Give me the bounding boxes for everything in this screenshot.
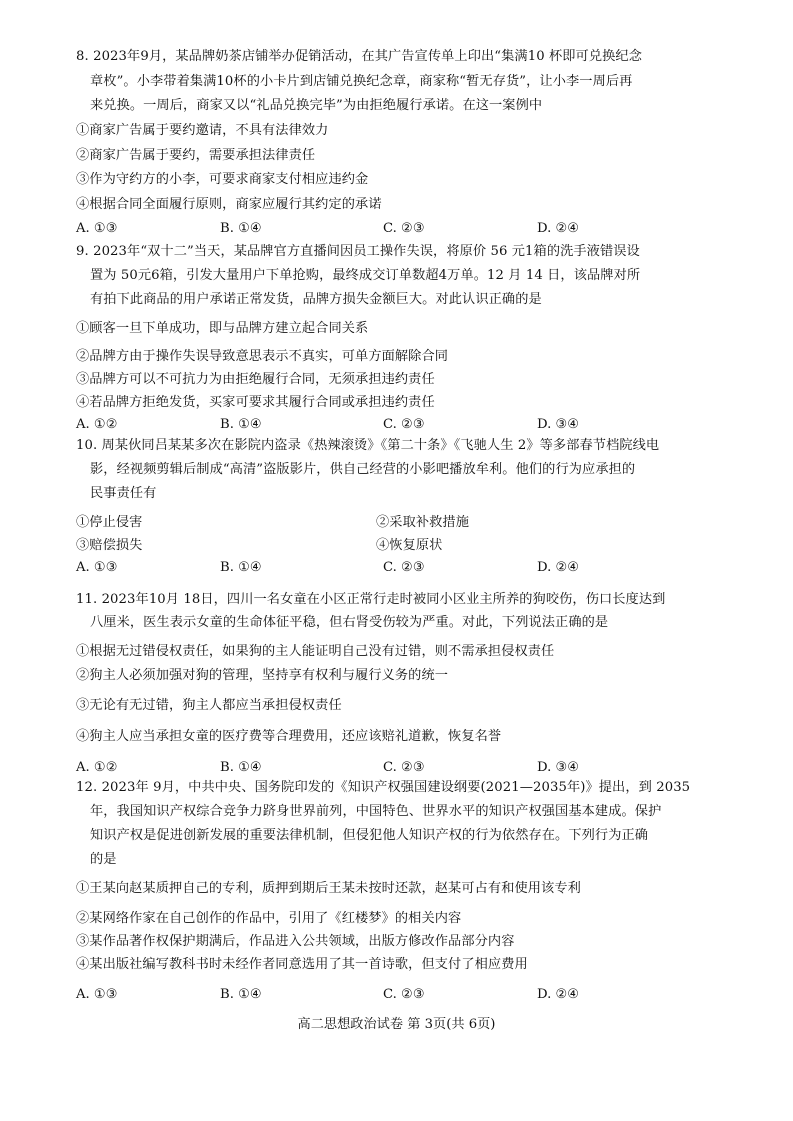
page-footer: 高二思想政治试卷 第 3页(共 6页)	[297, 1017, 496, 1032]
question-stem: 9. 2023年“双十二”当天，某品牌官方直播间因员工操作失误，将原价 56 元1箱的洗手液错误设	[76, 244, 640, 259]
option-b: B. ①④	[220, 987, 262, 1002]
question-stem: 民事责任有	[90, 486, 157, 501]
question-stem: 8. 2023年9月，某品牌奶茶店铺举办促销活动，在其广告宣传单上印出“集满10 杯即可兑换纪念	[76, 49, 642, 64]
statement: ④恢复原状	[376, 538, 443, 553]
option-c: C. ②③	[383, 987, 425, 1002]
statement: ③无论有无过错，狗主人都应当承担侵权责任	[76, 698, 342, 713]
statement: ④若品牌方拒绝发货，买家可要求其履行合同或承担违约责任	[76, 395, 435, 410]
option-d: D. ②④	[537, 560, 580, 575]
statement: ②某网络作家在自己创作的作品中，引用了《红楼梦》的相关内容	[76, 911, 462, 926]
option-d: D. ③④	[537, 760, 580, 775]
question-stem: 11. 2023年10月 18日，四川一名女童在小区正常行走时被同小区业主所养的狗咬伤，伤口长度达到	[76, 592, 666, 607]
option-a: A. ①②	[76, 760, 118, 775]
option-d: D. ③④	[537, 417, 580, 432]
question-stem: 10. 周某伙同吕某某多次在影院内盗录《热辣滚烫》《第二十条》《飞驰人生 2》等多部春节档院线电	[76, 438, 660, 453]
statement: ②狗主人必须加强对狗的管理，坚持享有权利与履行义务的统一	[76, 668, 449, 683]
option-c: C. ②③	[383, 221, 425, 236]
option-b: B. ①④	[220, 760, 262, 775]
question-stem: 置为 50元6箱，引发大量用户下单抢购，最终成交订单数超4万单。12 月 14 日，该品牌对所	[90, 268, 641, 283]
option-c: C. ②③	[383, 560, 425, 575]
statement: ④狗主人应当承担女童的医疗费等合理费用，还应该赔礼道歉，恢复名誉	[76, 729, 502, 744]
option-a: A. ①③	[76, 221, 118, 236]
statement: ③品牌方可以不可抗力为由拒绝履行合同，无须承担违约责任	[76, 372, 435, 387]
statement: ①停止侵害	[76, 515, 143, 530]
option-d: D. ②④	[537, 987, 580, 1002]
statement: ①顾客一旦下单成功，即与品牌方建立起合同关系	[76, 321, 369, 336]
question-stem: 12. 2023年 9月，中共中央、国务院印发的《知识产权强国建设纲要(2021—2035年)》提出，到 2035	[76, 780, 691, 795]
option-b: B. ①④	[220, 560, 262, 575]
option-a: A. ①③	[76, 987, 118, 1002]
statement: ④某出版社编写教科书时未经作者同意选用了其一首诗歌，但支付了相应费用	[76, 957, 528, 972]
statement: ③赔偿损失	[76, 538, 143, 553]
option-b: B. ①④	[220, 221, 262, 236]
option-d: D. ②④	[537, 221, 580, 236]
option-a: A. ①②	[76, 417, 118, 432]
question-stem: 章枚”。小李带着集满10杯的小卡片到店铺兑换纪念章，商家称“暂无存货”，让小李一周后再	[90, 74, 633, 89]
option-b: B. ①④	[220, 417, 262, 432]
statement: ④根据合同全面履行原则，商家应履行其约定的承诺	[76, 197, 382, 212]
question-stem: 来兑换。一周后，商家又以“礼品兑换完毕”为由拒绝履行承诺。在这一案例中	[90, 98, 543, 113]
question-stem: 的是	[90, 852, 117, 867]
question-stem: 有拍下此商品的用户承诺正常发货，品牌方损失金额巨大。对此认识正确的是	[90, 292, 542, 307]
option-a: A. ①③	[76, 560, 118, 575]
statement: ③作为守约方的小李，可要求商家支付相应违约金	[76, 172, 369, 187]
statement: ②采取补救措施	[376, 515, 470, 530]
question-stem: 知识产权是促进创新发展的重要法律机制，但侵犯他人知识产权的行为依然存在。下列行为正确	[90, 828, 649, 843]
statement: ①王某向赵某质押自己的专利，质押到期后王某未按时还款，赵某可占有和使用该专利	[76, 881, 581, 896]
statement: ②品牌方由于操作失误导致意思表示不真实，可单方面解除合同	[76, 349, 449, 364]
question-stem: 年，我国知识产权综合竞争力跻身世界前列，中国特色、世界水平的知识产权强国基本建成。保护	[90, 804, 662, 819]
statement: ①根据无过错侵权责任，如果狗的主人能证明自己没有过错，则不需承担侵权责任	[76, 644, 555, 659]
statement: ②商家广告属于要约，需要承担法律责任	[76, 148, 316, 163]
question-stem: 八厘米，医生表示女童的生命体征平稳，但右肾受伤较为严重。对此，下列说法正确的是	[90, 615, 609, 630]
option-c: C. ②③	[383, 760, 425, 775]
option-c: C. ②③	[383, 417, 425, 432]
statement: ③某作品著作权保护期满后，作品进入公共领域，出版方修改作品部分内容	[76, 934, 515, 949]
question-stem: 影，经视频剪辑后制成“高清”盗版影片，供自己经营的小影吧播放牟利。他们的行为应承担的	[90, 462, 636, 477]
statement: ①商家广告属于要约邀请，不具有法律效力	[76, 123, 329, 138]
